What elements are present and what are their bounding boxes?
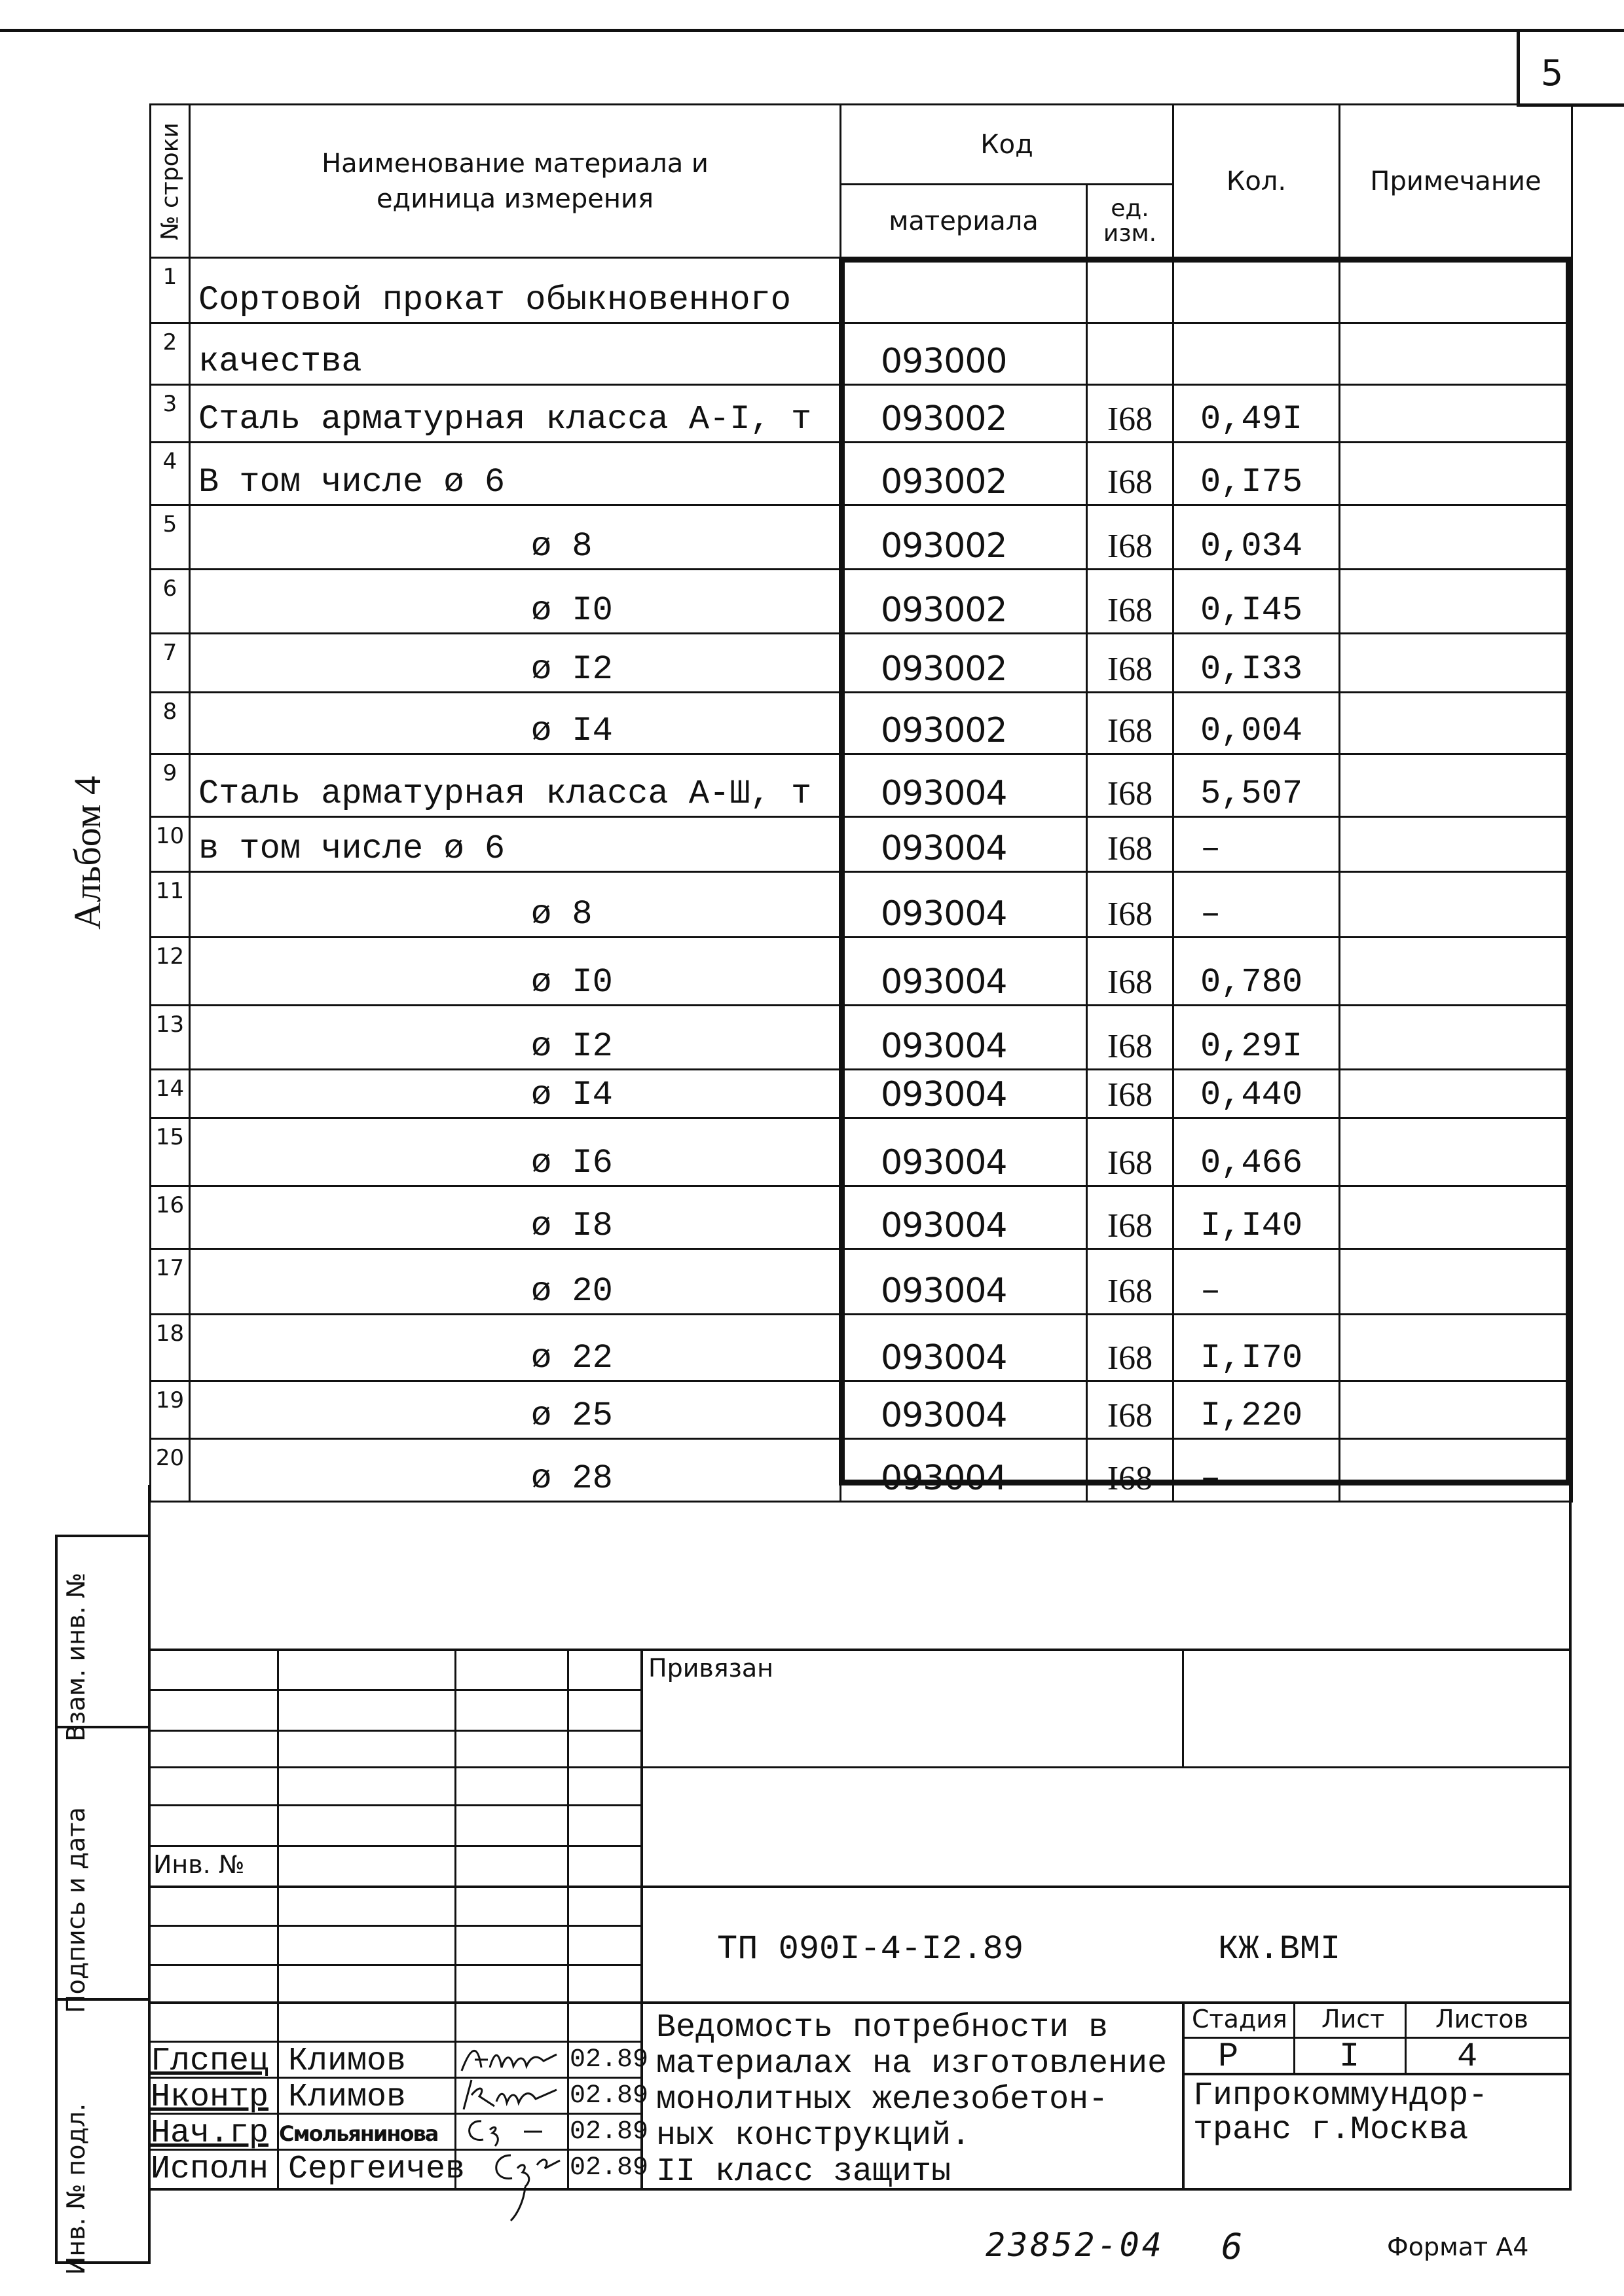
unit-code-cell: I68 (1087, 443, 1173, 505)
quantity-cell: 0,004 (1173, 693, 1340, 754)
document-mark: КЖ.ВМI (1218, 1930, 1341, 1969)
material-name-cell: Сталь арматурная класса А-Ш, т (190, 754, 841, 817)
signer-date: 02.89 (570, 2153, 649, 2183)
paper-format: Формат А4 (1387, 2232, 1529, 2261)
material-code-cell: 093004 (841, 1070, 1087, 1118)
quantity-cell: – (1173, 817, 1340, 872)
row-number-cell: 8 (151, 693, 190, 754)
sheet-value: I (1339, 2037, 1360, 2076)
material-name-cell: качества (190, 323, 841, 385)
margin-strip-outer (55, 1535, 58, 2263)
header-quantity: Кол. (1173, 105, 1340, 258)
quantity-cell: 0,49I (1173, 385, 1340, 443)
unit-code-cell: I68 (1087, 570, 1173, 634)
stage-value: Р (1218, 2037, 1239, 2076)
material-code-cell: 093004 (841, 1249, 1087, 1315)
material-code-cell: 093004 (841, 817, 1087, 872)
header-material-code: материала (841, 185, 1087, 258)
material-name-cell: ø I4 (190, 1070, 841, 1118)
sheet-number-box-border (1517, 29, 1520, 106)
material-code-cell: 093002 (841, 505, 1087, 570)
quantity-cell: I,220 (1173, 1381, 1340, 1439)
material-code-cell: 093002 (841, 443, 1087, 505)
row-number-cell: 4 (151, 443, 190, 505)
code-columns-frame (839, 257, 1572, 1485)
row-number-cell: 16 (151, 1186, 190, 1249)
material-name-cell: ø 22 (190, 1315, 841, 1381)
signature-image (458, 2041, 563, 2077)
quantity-cell: 0,I45 (1173, 570, 1340, 634)
archive-sheet-number: 6 (1221, 2226, 1243, 2267)
tb-top-rule (148, 1649, 1572, 1651)
material-code-cell: 093004 (841, 1439, 1087, 1502)
quantity-cell: I,I70 (1173, 1315, 1340, 1381)
archive-number: 23852-04 (986, 2226, 1164, 2264)
signer-name: Сергеичев (288, 2151, 466, 2188)
unit-code-cell: I68 (1087, 1118, 1173, 1186)
unit-code-cell: I68 (1087, 872, 1173, 938)
album-label: Альбом 4 (66, 776, 109, 930)
tb-code-bottom (640, 2001, 1572, 2004)
tb-grid-row (148, 1845, 641, 1847)
row-number-cell: 12 (151, 938, 190, 1006)
material-code-cell: 093004 (841, 1006, 1087, 1070)
unit-code-cell: I68 (1087, 1439, 1173, 1502)
swap-inventory-label: Взам. инв. № (62, 1572, 90, 1741)
tb-stage-bottom (1182, 2073, 1572, 2075)
quantity-cell: 0,440 (1173, 1070, 1340, 1118)
quantity-cell: 0,780 (1173, 938, 1340, 1006)
frame-right (1569, 1485, 1572, 2190)
row-number-cell: 20 (151, 1439, 190, 1502)
material-code-cell: 093004 (841, 1118, 1087, 1186)
material-name-cell: Сортовой прокат обыкновенного (190, 258, 841, 323)
signature-date-label: Подпись и дата (62, 1807, 90, 2013)
signature-image (458, 2077, 563, 2113)
sheets-label: Листов (1435, 2005, 1528, 2033)
unit-code-cell: I68 (1087, 1070, 1173, 1118)
material-name-cell: ø I2 (190, 1006, 841, 1070)
quantity-cell: – (1173, 1249, 1340, 1315)
material-code-cell: 093002 (841, 385, 1087, 443)
row-number-cell: 19 (151, 1381, 190, 1439)
signer-date: 02.89 (570, 2081, 649, 2111)
material-name-cell: ø I6 (190, 1118, 841, 1186)
material-name-cell: ø 8 (190, 505, 841, 570)
signer-role: Исполн (151, 2151, 269, 2188)
tb-stage-col-2 (1405, 2001, 1407, 2074)
header-unit: ед. изм. (1087, 185, 1173, 258)
organization (1193, 2079, 1488, 2147)
tb-grid-row (148, 1766, 641, 1768)
material-code-cell: 093002 (841, 634, 1087, 693)
tb-title-divider (1182, 2001, 1185, 2189)
quantity-cell: 0,034 (1173, 505, 1340, 570)
material-code-cell: 093004 (841, 1381, 1087, 1439)
signer-date: 02.89 (570, 2045, 649, 2075)
quantity-cell: – (1173, 872, 1340, 938)
row-number-cell: 14 (151, 1070, 190, 1118)
document-code: ТП 090I-4-I2.89 (717, 1930, 1024, 1969)
signer-role: Глспец (151, 2043, 269, 2080)
row-number-cell: 15 (151, 1118, 190, 1186)
quantity-cell: 5,507 (1173, 754, 1340, 817)
row-number-cell: 10 (151, 817, 190, 872)
unit-code-cell: I68 (1087, 817, 1173, 872)
unit-code-cell: I68 (1087, 1006, 1173, 1070)
signer-role: Нконтр (151, 2079, 269, 2116)
sheet-label: Лист (1321, 2005, 1385, 2033)
material-code-cell: 093004 (841, 1186, 1087, 1249)
row-number-cell: 7 (151, 634, 190, 693)
unit-code-cell: I68 (1087, 1315, 1173, 1381)
material-name-cell: в том числе ø 6 (190, 817, 841, 872)
tb-linked-divider (1182, 1649, 1184, 1768)
header-row-number: № строки (151, 105, 190, 258)
unit-code-cell: I68 (1087, 1186, 1173, 1249)
signer-name: Климов (288, 2079, 407, 2116)
tb-grid-row (148, 1730, 641, 1732)
page-number: 5 (1540, 52, 1564, 94)
document-title (656, 2010, 1167, 2190)
organization-line: транс г.Москва (1193, 2111, 1469, 2149)
unit-code-cell: I68 (1087, 634, 1173, 693)
tb-linked-bottom (640, 1766, 1572, 1768)
material-name-cell: В том числе ø 6 (190, 443, 841, 505)
signer-role: Нач.гр (151, 2115, 269, 2152)
material-name-cell: ø I8 (190, 1186, 841, 1249)
signer-name: Смольянинова (279, 2121, 438, 2146)
row-number-cell: 5 (151, 505, 190, 570)
header-note: Примечание (1340, 105, 1572, 258)
inventory-number-label: Инв. № (153, 1850, 245, 1879)
margin-strip-top (55, 1535, 151, 1537)
title-line: монолитных железобетон- (656, 2081, 1109, 2119)
row-number-cell: 1 (151, 258, 190, 323)
material-code-cell: 093002 (841, 570, 1087, 634)
title-line: материалах на изготовление (656, 2045, 1168, 2083)
signature-image (458, 2113, 563, 2149)
material-code-cell: 093004 (841, 872, 1087, 938)
row-number-cell: 2 (151, 323, 190, 385)
signature-image (485, 2149, 576, 2227)
material-name-cell: ø I4 (190, 693, 841, 754)
row-number-cell: 13 (151, 1006, 190, 1070)
quantity-cell: – (1173, 1439, 1340, 1502)
material-name-cell: ø 28 (190, 1439, 841, 1502)
unit-code-cell: I68 (1087, 938, 1173, 1006)
row-number-cell: 18 (151, 1315, 190, 1381)
sheets-value: 4 (1457, 2037, 1478, 2076)
row-number-cell: 17 (151, 1249, 190, 1315)
quantity-cell: 0,466 (1173, 1118, 1340, 1186)
tb-grid-row (148, 1804, 641, 1806)
row-number-cell: 6 (151, 570, 190, 634)
material-name-cell: ø 20 (190, 1249, 841, 1315)
tb-stage-col-1 (1293, 2001, 1295, 2074)
tb-stage-row (1182, 2037, 1572, 2039)
unit-code-cell: I68 (1087, 505, 1173, 570)
organization-line: Гипрокоммундор- (1193, 2077, 1488, 2115)
original-inventory-label: Инв. № подл. (62, 2103, 90, 2275)
row-number-cell: 9 (151, 754, 190, 817)
header-material-name: Наименование материала и единица измерения (190, 105, 841, 258)
title-line: II класс защиты (656, 2153, 951, 2191)
title-line: ных конструкций. (656, 2117, 971, 2155)
material-name-cell: ø I0 (190, 570, 841, 634)
quantity-cell: 0,29I (1173, 1006, 1340, 1070)
material-name-cell: Сталь арматурная класса А-I, т (190, 385, 841, 443)
tb-grid-row (148, 1886, 641, 1888)
unit-code-cell: I68 (1087, 1381, 1173, 1439)
quantity-cell: 0,I33 (1173, 634, 1340, 693)
material-code-cell: 093002 (841, 693, 1087, 754)
top-rule (0, 29, 1624, 32)
title-line: Ведомость потребности в (656, 2009, 1109, 2047)
unit-code-cell: I68 (1087, 754, 1173, 817)
signer-name: Климов (288, 2043, 407, 2080)
header-code: Код (841, 105, 1173, 185)
tb-grid-row (148, 1925, 641, 1927)
tb-grid-row (148, 2001, 641, 2004)
row-number-cell: 11 (151, 872, 190, 938)
material-name-cell: ø I0 (190, 938, 841, 1006)
tb-code-top (640, 1886, 1572, 1888)
linked-label: Привязан (648, 1654, 773, 1683)
material-code-cell: 093004 (841, 754, 1087, 817)
tb-grid-row (148, 1689, 641, 1691)
quantity-cell: 0,I75 (1173, 443, 1340, 505)
row-number-cell: 3 (151, 385, 190, 443)
unit-code-cell: I68 (1087, 1249, 1173, 1315)
unit-code-cell: I68 (1087, 385, 1173, 443)
material-name-cell: ø 25 (190, 1381, 841, 1439)
material-code-cell: 093004 (841, 1315, 1087, 1381)
signer-date: 02.89 (570, 2117, 649, 2147)
quantity-cell: I,I40 (1173, 1186, 1340, 1249)
stage-label: Стадия (1192, 2005, 1287, 2033)
material-name-cell: ø I2 (190, 634, 841, 693)
material-code-cell: 093000 (841, 323, 1087, 385)
material-name-cell: ø 8 (190, 872, 841, 938)
material-code-cell: 093004 (841, 938, 1087, 1006)
tb-grid-row (148, 1964, 641, 1966)
unit-code-cell: I68 (1087, 693, 1173, 754)
